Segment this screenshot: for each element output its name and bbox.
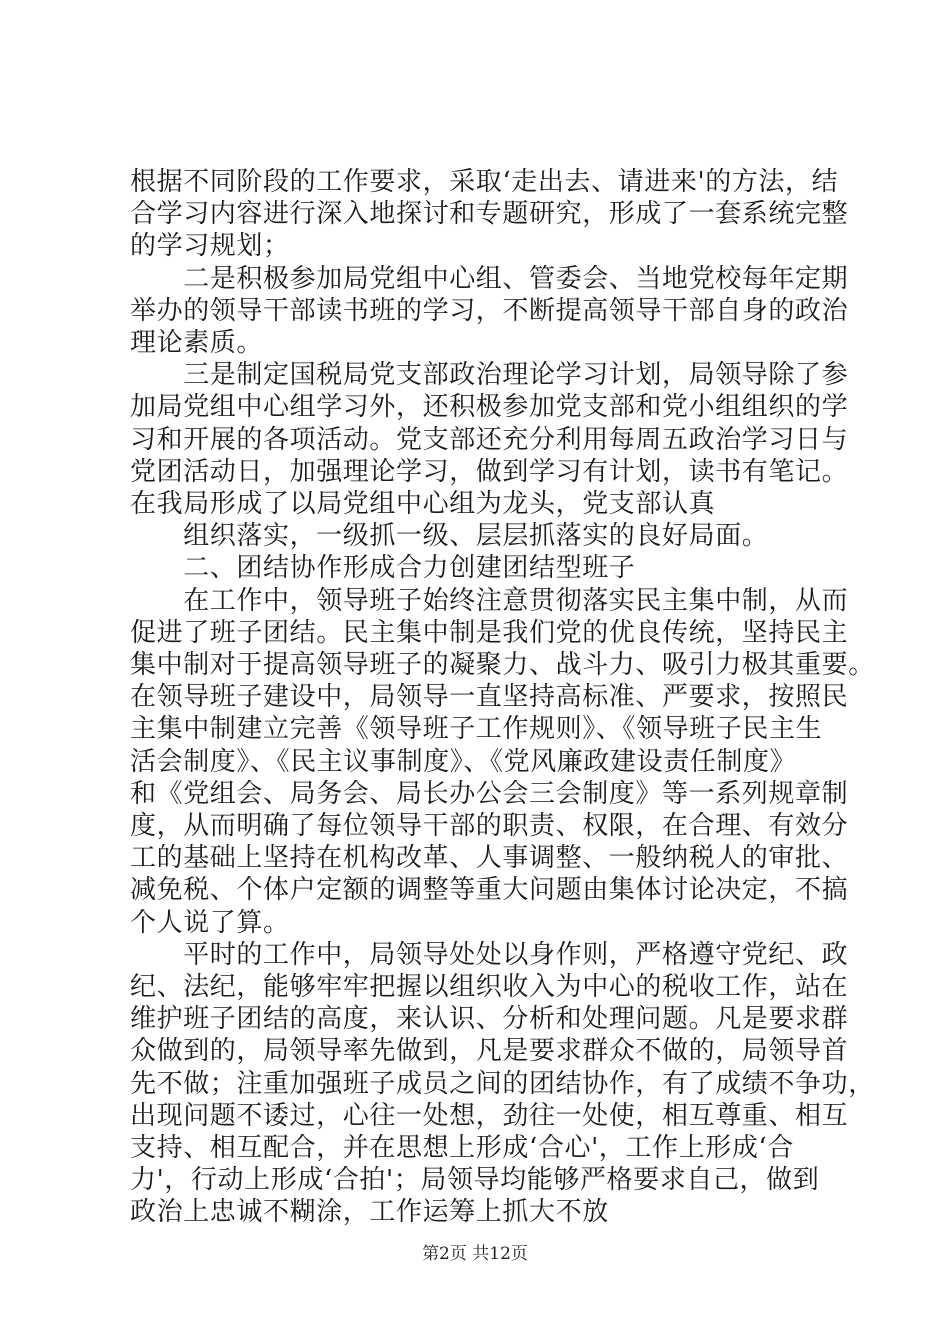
text-line: 主集中制建立完善《领导班子工作规则》、《领导班子民主生 [130, 714, 823, 745]
text-line: 合学习内容进行深入地探讨和专题研究，形成了一套系统完整 [130, 199, 849, 230]
text-line: 在领导班子建设中，局领导一直坚持高标准、严要求，按照民 [130, 682, 849, 713]
text-line: 出现问题不诿过，心往一处想，劲往一处使，相互尊重、相互 [130, 1100, 849, 1131]
text-line: 二是积极参加局党组中心组、管委会、当地党校每年定期 [130, 263, 849, 294]
text-line: 个人说了算。 [130, 907, 290, 938]
text-line: 理论素质。 [130, 328, 264, 358]
text-line: 减免税、个体户定额的调整等重大问题由集体讨论决定，不搞 [130, 875, 849, 906]
text-line: 先不做；注重加强班子成员之间的团结协作，有了成绩不争功， [130, 1068, 875, 1099]
section-heading: 二、团结协作形成合力创建团结型班子 [130, 553, 636, 584]
text-line: 促进了班子团结。民主集中制是我们党的优良传统，坚持民主 [130, 617, 849, 648]
text-line: 工的基础上坚持在机构改革、人事调整、一般纳税人的审批、 [130, 843, 849, 874]
text-line: 集中制对于提高领导班子的凝聚力、战斗力、吸引力极其重要。 [130, 650, 875, 680]
text-line: 举办的领导干部读书班的学习，不断提高领导干部自身的政治 [130, 295, 849, 326]
page-number-footer: 第2页 共12页 [422, 1244, 528, 1264]
text-line: 党团活动日，加强理论学习，做到学习有计划，读书有笔记。 [130, 456, 849, 487]
text-line: 和《党组会、局务会、局长办公会三会制度》等一系列规章制 [130, 778, 849, 809]
text-line: 平时的工作中，局领导处处以身作则，严格遵守党纪、政 [130, 939, 849, 970]
text-line: 组织落实，一级抓一级、层层抓落实的良好局面。 [130, 521, 769, 552]
text-line: 支持、相互配合，并在思想上形成‘合心'，工作上形成‘合 [130, 1133, 794, 1163]
text-line: 力'，行动上形成‘合拍'；局领导均能够严格要求自己，做到 [130, 1165, 820, 1196]
text-line: 众做到的，局领导率先做到，凡是要求群众不做的，局领导首 [130, 1036, 849, 1067]
text-line: 根据不同阶段的工作要求，采取‘走出去、请进来'的方法，结 [130, 167, 839, 197]
text-line: 加局党组中心组学习外，还积极参加党支部和党小组组织的学 [130, 392, 849, 423]
text-line: 政治上忠诚不糊涂，工作运筹上抓大不放 [130, 1197, 609, 1228]
text-line: 度，从而明确了每位领导干部的职责、权限，在合理、有效分 [130, 811, 849, 841]
text-line: 习和开展的各项活动。党支部还充分利用每周五政治学习日与 [130, 424, 849, 455]
text-line: 在工作中，领导班子始终注意贯彻落实民主集中制，从而 [130, 585, 849, 616]
text-line: 维护班子团结的高度，来认识、分析和处理问题。凡是要求群 [130, 1004, 849, 1035]
text-line: 在我局形成了以局党组中心组为龙头，党支部认真 [130, 489, 716, 519]
text-line: 的学习规划； [130, 231, 290, 262]
text-line: 纪、法纪，能够牢牢把握以组织收入为中心的税收工作，站在 [130, 972, 849, 1002]
text-line: 活会制度》、《民主议事制度》、《党风廉政建设责任制度》 [130, 746, 797, 777]
text-line: 三是制定国税局党支部政治理论学习计划，局领导除了参 [130, 360, 849, 391]
